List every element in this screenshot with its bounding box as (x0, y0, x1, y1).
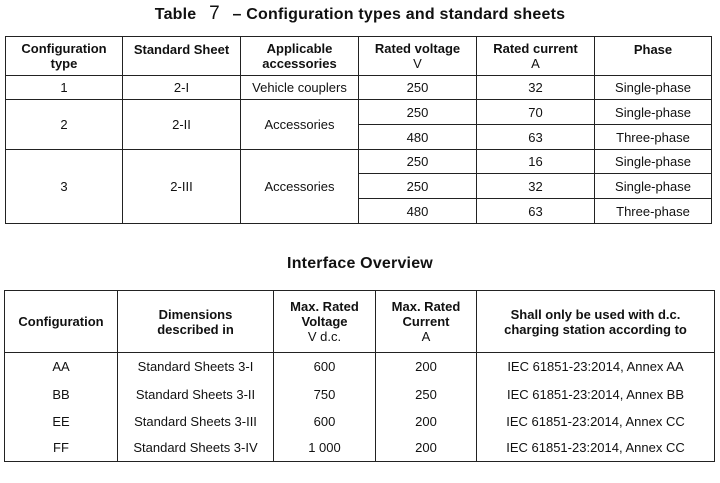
header-shall-line1: Shall only be used with d.c. (510, 306, 681, 322)
standard-sheet-cell: 2-III (123, 150, 241, 224)
standard-cell: IEC 61851-23:2014, Annex CC (477, 408, 715, 435)
header-applicable-line2: accessories (262, 56, 337, 71)
rated-current-cell: 70 (477, 100, 595, 125)
table1-header-row (6, 37, 712, 76)
header-standard-sheet: Standard Sheet (123, 37, 241, 76)
standard-cell: IEC 61851-23:2014, Annex BB (477, 381, 715, 408)
rated-current-cell: 32 (477, 76, 595, 100)
header-dimensions (118, 291, 274, 353)
table1-title-number: 7 (209, 3, 220, 24)
header-applicable-line1: Applicable (266, 41, 333, 56)
header-dimensions-line1: Dimensions (158, 306, 233, 322)
header-max-current (376, 291, 477, 353)
standard-cell: IEC 61851-23:2014, Annex AA (477, 353, 715, 381)
phase-cell: Single-phase (595, 100, 712, 125)
rated-voltage-cell: 250 (359, 76, 477, 100)
phase-cell: Single-phase (595, 150, 712, 174)
rated-voltage-cell: 250 (359, 174, 477, 199)
accessories-cell: Vehicle couplers (241, 76, 359, 100)
max-current-cell: 250 (376, 381, 477, 408)
rated-current-cell: 63 (477, 125, 595, 150)
config-type-cell: 3 (6, 150, 123, 224)
rated-voltage-cell: 480 (359, 125, 477, 150)
dimensions-cell: Standard Sheets 3-II (118, 381, 274, 408)
rated-voltage-cell: 480 (359, 199, 477, 224)
dimensions-cell: Standard Sheets 3-III (118, 408, 274, 435)
standard-cell: IEC 61851-23:2014, Annex CC (477, 435, 715, 462)
table1-title-prefix: Table (154, 6, 197, 23)
header-configuration-type (6, 37, 123, 76)
table-row (6, 150, 712, 174)
interface-overview-table (4, 290, 715, 462)
max-voltage-cell: 600 (274, 353, 376, 381)
config-type-cell: 2 (6, 100, 123, 150)
table-row (5, 353, 715, 381)
max-current-cell: 200 (376, 435, 477, 462)
table-row (5, 381, 715, 408)
phase-cell: Three-phase (595, 199, 712, 224)
standard-sheet-cell: 2-I (123, 76, 241, 100)
header-dimensions-line2: described in (157, 321, 234, 337)
accessories-cell: Accessories (241, 150, 359, 224)
header-configuration: Configuration (5, 291, 118, 353)
table-row (6, 100, 712, 125)
dimensions-cell: Standard Sheets 3-IV (118, 435, 274, 462)
header-shall-only-be-used (477, 291, 715, 353)
header-rated-voltage-label: Rated voltage (374, 41, 461, 56)
table-row (6, 76, 712, 100)
table-row (5, 408, 715, 435)
rated-current-cell: 16 (477, 150, 595, 174)
header-shall-line2: charging station according to (504, 321, 687, 337)
table1-title-text: – Configuration types and standard sheets (232, 6, 566, 23)
max-current-cell: 200 (376, 353, 477, 381)
header-max-voltage-line1: Max. Rated (290, 299, 359, 314)
configuration-cell: FF (5, 435, 118, 462)
configuration-cell: EE (5, 408, 118, 435)
max-voltage-cell: 750 (274, 381, 376, 408)
rated-voltage-cell: 250 (359, 100, 477, 125)
configuration-types-table (5, 36, 712, 224)
table2-title: Interface Overview (287, 255, 433, 272)
accessories-cell: Accessories (241, 100, 359, 150)
header-max-voltage (274, 291, 376, 353)
rated-voltage-cell: 250 (359, 150, 477, 174)
config-type-cell: 1 (6, 76, 123, 100)
dimensions-cell: Standard Sheets 3-I (118, 353, 274, 381)
table-row (5, 435, 715, 462)
header-rated-current (477, 37, 595, 76)
table1-title (0, 3, 720, 25)
header-max-current-line1: Max. Rated (391, 299, 461, 314)
rated-current-cell: 32 (477, 174, 595, 199)
header-max-current-unit: A (421, 329, 431, 344)
max-voltage-cell: 600 (274, 408, 376, 435)
phase-cell: Three-phase (595, 125, 712, 150)
header-configuration-type-line2: type (50, 56, 78, 71)
header-rated-current-label: Rated current (493, 41, 578, 56)
standard-sheet-cell: 2-II (123, 100, 241, 150)
header-max-voltage-unit: V d.c. (307, 329, 342, 344)
header-applicable-accessories (241, 37, 359, 76)
phase-cell: Single-phase (595, 174, 712, 199)
header-configuration-type-line1: Configuration (21, 41, 107, 56)
header-rated-voltage-unit: V (413, 56, 422, 71)
header-phase: Phase (595, 37, 712, 76)
header-rated-current-unit: A (531, 56, 540, 71)
configuration-cell: AA (5, 353, 118, 381)
rated-current-cell: 63 (477, 199, 595, 224)
phase-cell: Single-phase (595, 76, 712, 100)
header-max-current-line2: Current (402, 314, 450, 329)
header-max-voltage-line2: Voltage (301, 314, 348, 329)
header-rated-voltage (359, 37, 477, 76)
max-current-cell: 200 (376, 408, 477, 435)
max-voltage-cell: 1 000 (274, 435, 376, 462)
table2-header-row (5, 291, 715, 353)
configuration-cell: BB (5, 381, 118, 408)
